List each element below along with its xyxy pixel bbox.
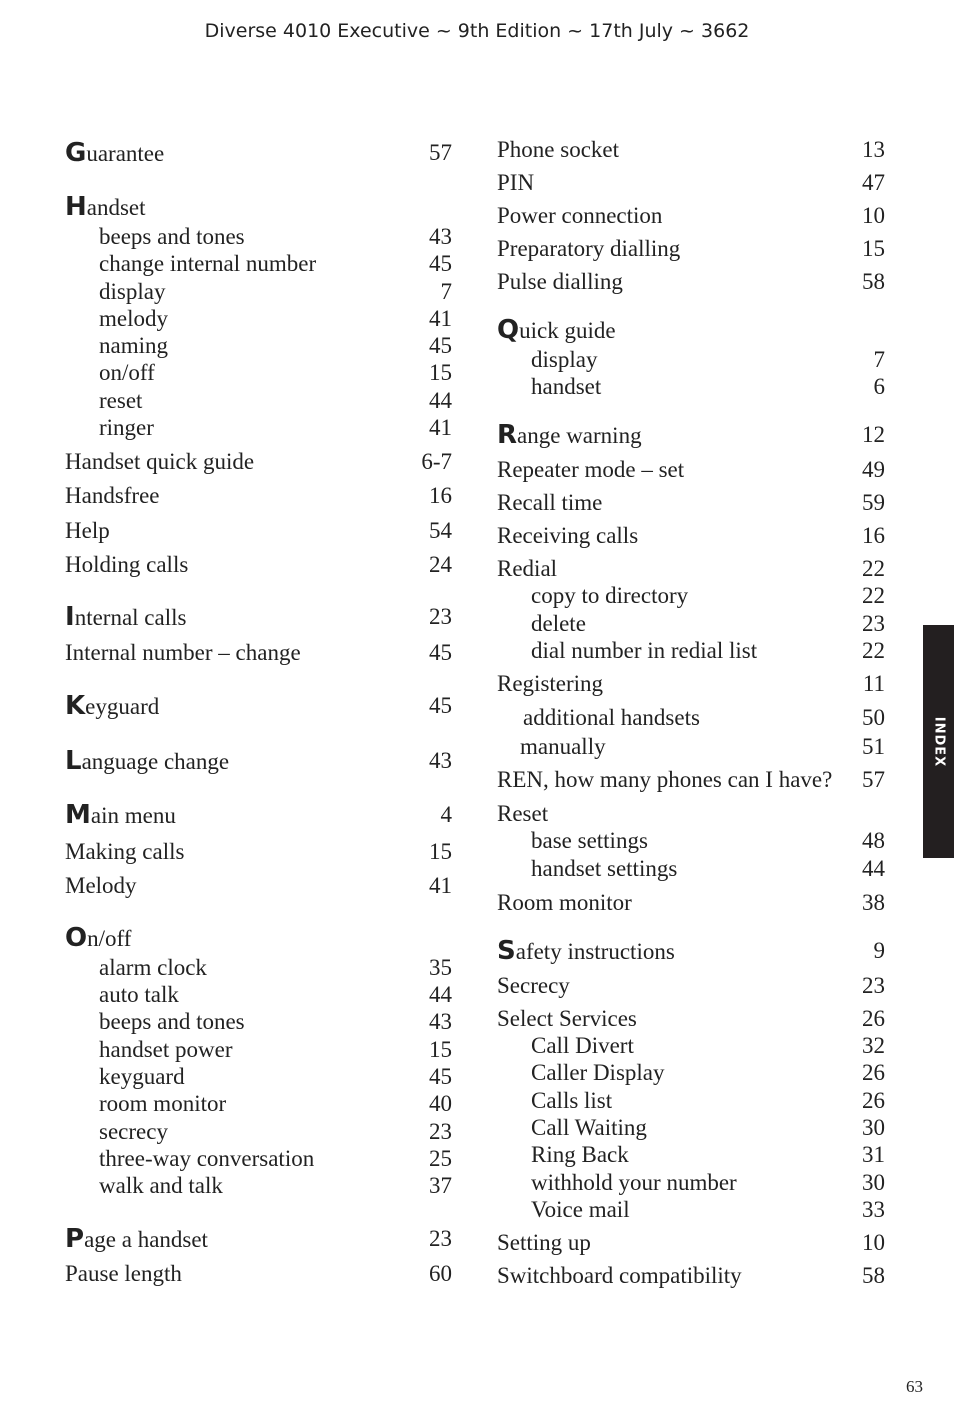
index-page: 22 (862, 638, 885, 663)
index-entry-quick-guide (497, 315, 885, 345)
index-term: auto talk (99, 982, 179, 1007)
index-entry (65, 638, 452, 668)
index-subentry (497, 1140, 885, 1170)
index-page: 11 (862, 671, 885, 696)
index-initial: L (65, 746, 82, 776)
index-entry (497, 888, 885, 918)
index-page: 43 (429, 1009, 452, 1034)
index-entry (65, 447, 452, 477)
index-term: Receiving calls (497, 523, 639, 548)
index-term: Preparatory dialling (497, 236, 681, 261)
index-term: base settings (531, 828, 648, 853)
index-initial: Q (497, 315, 520, 345)
index-entry-guarantee (65, 138, 452, 168)
index-page: 32 (862, 1033, 885, 1058)
index-subentry (65, 1007, 452, 1037)
index-page: 26 (862, 1088, 885, 1113)
index-term: Internal number – change (65, 640, 301, 665)
index-term: ringer (99, 415, 154, 440)
index-page: 45 (429, 693, 452, 718)
page-number: 63 (906, 1377, 923, 1396)
index-initial: P (65, 1224, 85, 1254)
index-page: 51 (862, 734, 885, 759)
index-term: Reset (497, 801, 549, 826)
index-term: Pulse dialling (497, 269, 623, 294)
index-page: 23 (862, 973, 885, 998)
index-term: Pause length (65, 1261, 182, 1286)
index-tab-label: INDEX (931, 716, 946, 767)
index-term: reset (99, 388, 143, 413)
index-page: 57 (862, 767, 885, 792)
index-term: nternal calls (74, 605, 187, 630)
index-page: 26 (862, 1060, 885, 1085)
index-entry (497, 971, 885, 1001)
index-entry-language-change (65, 746, 452, 776)
index-initial: K (65, 691, 86, 721)
index-page: 22 (862, 583, 885, 608)
index-term: beeps and tones (99, 1009, 245, 1034)
index-term: Call Divert (531, 1033, 634, 1058)
index-page: 48 (862, 828, 885, 853)
index-subentry (65, 358, 452, 388)
index-page: 37 (429, 1173, 452, 1198)
index-term: walk and talk (99, 1173, 223, 1198)
running-header: Diverse 4010 Executive ~ 9th Edition ~ 17th July ~ 3662 (204, 20, 750, 42)
index-entry-on-off (65, 923, 452, 953)
index-page: 23 (429, 1226, 452, 1251)
index-term: Melody (65, 873, 137, 898)
index-page: 13 (862, 137, 885, 162)
index-term: Setting up (497, 1230, 591, 1255)
index-entry (497, 799, 885, 829)
index-subentry (497, 609, 885, 639)
index-entry (497, 168, 885, 198)
index-entry (497, 488, 885, 518)
index-term: three-way conversation (99, 1146, 315, 1171)
index-entry-internal-calls (65, 602, 452, 632)
index-term: Room monitor (497, 890, 632, 915)
index-entry (497, 201, 885, 231)
index-page: 43 (429, 224, 452, 249)
index-page: 7 (440, 279, 452, 304)
index-page: 41 (429, 873, 452, 898)
index-term: naming (99, 333, 168, 358)
index-term: Redial (497, 556, 558, 581)
index-page: 41 (429, 415, 452, 440)
index-subentry (497, 1058, 885, 1088)
index-page: 31 (862, 1142, 885, 1167)
index-term: change internal number (99, 251, 317, 276)
index-term: Call Waiting (531, 1115, 647, 1140)
index-subentry (65, 980, 452, 1010)
index-term: display (531, 347, 598, 372)
index-term: Secrecy (497, 973, 570, 998)
index-subentry (497, 581, 885, 611)
index-subentry (497, 703, 885, 733)
index-page: 30 (862, 1170, 885, 1195)
index-entry (497, 267, 885, 297)
index-entry-handset (65, 192, 452, 222)
index-page: 58 (862, 269, 885, 294)
index-term: handset (531, 374, 602, 399)
index-entry-range-warning (497, 420, 885, 450)
index-page: 54 (429, 518, 452, 543)
index-entry (497, 765, 885, 795)
index-term: Repeater mode – set (497, 457, 685, 482)
index-term: keyguard (99, 1064, 185, 1089)
index-subentry (497, 636, 885, 666)
index-page: 49 (862, 457, 885, 482)
index-term: Switchboard compatibility (497, 1263, 742, 1288)
index-term: Handsfree (65, 483, 160, 508)
index-initial: I (65, 602, 75, 632)
index-term: afety instructions (515, 939, 675, 964)
index-entry (497, 669, 885, 699)
index-subentry (65, 386, 452, 416)
index-page: 9 (873, 938, 885, 963)
index-entry-keyguard (65, 691, 452, 721)
index-page: 45 (429, 251, 452, 276)
index-term: manually (520, 734, 606, 759)
index-term: Ring Back (531, 1142, 629, 1167)
index-term: Calls list (531, 1088, 613, 1113)
index-term: anguage change (81, 749, 230, 774)
index-term: n/off (87, 926, 132, 951)
index-page: 22 (862, 556, 885, 581)
index-page: 38 (862, 890, 885, 915)
index-entry (497, 1228, 885, 1258)
index-subentry (497, 1113, 885, 1143)
index-page: 16 (862, 523, 885, 548)
index-initial: G (65, 138, 87, 168)
index-term: copy to directory (531, 583, 689, 608)
index-page: 4 (440, 802, 452, 827)
index-subentry (497, 732, 885, 762)
index-term: andset (86, 195, 146, 220)
index-subentry (497, 1031, 885, 1061)
index-entry (497, 455, 885, 485)
index-initial: S (497, 936, 516, 966)
index-page: 43 (429, 748, 452, 773)
index-page: 35 (429, 955, 452, 980)
index-page: 33 (862, 1197, 885, 1222)
index-term: Help (65, 518, 110, 543)
index-term: ain menu (90, 803, 176, 828)
index-term: uarantee (86, 141, 165, 166)
index-page: 30 (862, 1115, 885, 1140)
index-subentry (497, 1086, 885, 1116)
index-page: 45 (429, 1064, 452, 1089)
index-entry (497, 135, 885, 165)
index-term: on/off (99, 360, 155, 385)
index-term: additional handsets (523, 705, 700, 730)
index-term: Caller Display (531, 1060, 665, 1085)
index-subentry (65, 277, 452, 307)
index-subentry (497, 345, 885, 375)
index-term: Holding calls (65, 552, 189, 577)
index-page: 44 (429, 388, 452, 413)
index-page: 60 (429, 1261, 452, 1286)
index-term: REN, how many phones can I have? (497, 767, 833, 792)
index-subentry (65, 222, 452, 252)
index-entry-page-a-handset (65, 1224, 452, 1254)
index-page: 26 (862, 1006, 885, 1031)
index-entry (497, 1261, 885, 1291)
index-term: Phone socket (497, 137, 620, 162)
index-section-tab (923, 625, 954, 858)
index-entry (497, 234, 885, 264)
index-subentry (497, 1195, 885, 1225)
index-subentry (65, 249, 452, 279)
index-entry-main-menu (65, 800, 452, 830)
index-page: 15 (429, 839, 452, 864)
index-entry-safety-instructions (497, 936, 885, 966)
index-subentry (65, 1062, 452, 1092)
index-initial: R (497, 420, 518, 450)
index-entry (65, 1259, 452, 1289)
index-term: withhold your number (531, 1170, 737, 1195)
index-initial: M (65, 800, 91, 830)
index-subentry (65, 1144, 452, 1174)
index-term: Recall time (497, 490, 603, 515)
index-page: 12 (862, 422, 885, 447)
index-page: 10 (862, 203, 885, 228)
index-term: Registering (497, 671, 604, 696)
index-page: 6-7 (421, 449, 452, 474)
index-term: Select Services (497, 1006, 637, 1031)
index-subentry (65, 1035, 452, 1065)
index-term: Power connection (497, 203, 663, 228)
index-term: age a handset (84, 1227, 208, 1252)
index-page: 40 (429, 1091, 452, 1116)
index-page: 6 (873, 374, 885, 399)
index-page: 41 (429, 306, 452, 331)
index-subentry (65, 953, 452, 983)
index-term: room monitor (99, 1091, 227, 1116)
index-subentry (65, 1171, 452, 1201)
index-page: 45 (429, 333, 452, 358)
index-page: 58 (862, 1263, 885, 1288)
index-subentry (497, 372, 885, 402)
index-page: 15 (429, 360, 452, 385)
index-term: PIN (497, 170, 535, 195)
index-subentry (497, 854, 885, 884)
index-term: ange warning (517, 423, 642, 448)
index-page: 50 (862, 705, 885, 730)
index-term: eyguard (85, 694, 160, 719)
index-term: melody (99, 306, 168, 331)
index-entry (65, 481, 452, 511)
index-term: handset power (99, 1037, 233, 1062)
index-page: 10 (862, 1230, 885, 1255)
index-term: delete (531, 611, 586, 636)
index-subentry (65, 331, 452, 361)
index-term: Making calls (65, 839, 185, 864)
index-page: 57 (429, 140, 452, 165)
index-term: display (99, 279, 166, 304)
index-term: secrecy (99, 1119, 168, 1144)
index-term: alarm clock (99, 955, 207, 980)
index-subentry (65, 304, 452, 334)
index-page: 23 (429, 1119, 452, 1144)
index-page: 59 (862, 490, 885, 515)
index-term: handset settings (531, 856, 678, 881)
index-page: 15 (862, 236, 885, 261)
index-page: 45 (429, 640, 452, 665)
index-subentry (65, 1089, 452, 1119)
index-term: Handset quick guide (65, 449, 255, 474)
index-subentry (497, 826, 885, 856)
index-page: 44 (862, 856, 885, 881)
index-page: 15 (429, 1037, 452, 1062)
index-entry (65, 550, 452, 580)
index-page: 44 (429, 982, 452, 1007)
index-page: 23 (429, 604, 452, 629)
index-page: 23 (862, 611, 885, 636)
index-initial: H (65, 192, 87, 222)
index-subentry (65, 413, 452, 443)
index-entry (497, 1004, 885, 1034)
index-page: 24 (429, 552, 452, 577)
index-page: 47 (862, 170, 885, 195)
index-initial: O (65, 923, 88, 953)
index-term: beeps and tones (99, 224, 245, 249)
index-page: 16 (429, 483, 452, 508)
index-page: 25 (429, 1146, 452, 1171)
index-page: 7 (873, 347, 885, 372)
index-term: Voice mail (531, 1197, 630, 1222)
index-entry (65, 837, 452, 867)
index-entry (65, 871, 452, 901)
index-entry (497, 554, 885, 584)
index-term: uick guide (519, 318, 616, 343)
index-subentry (65, 1117, 452, 1147)
index-entry (65, 516, 452, 546)
index-entry (497, 521, 885, 551)
index-term: dial number in redial list (531, 638, 758, 663)
index-subentry (497, 1168, 885, 1198)
